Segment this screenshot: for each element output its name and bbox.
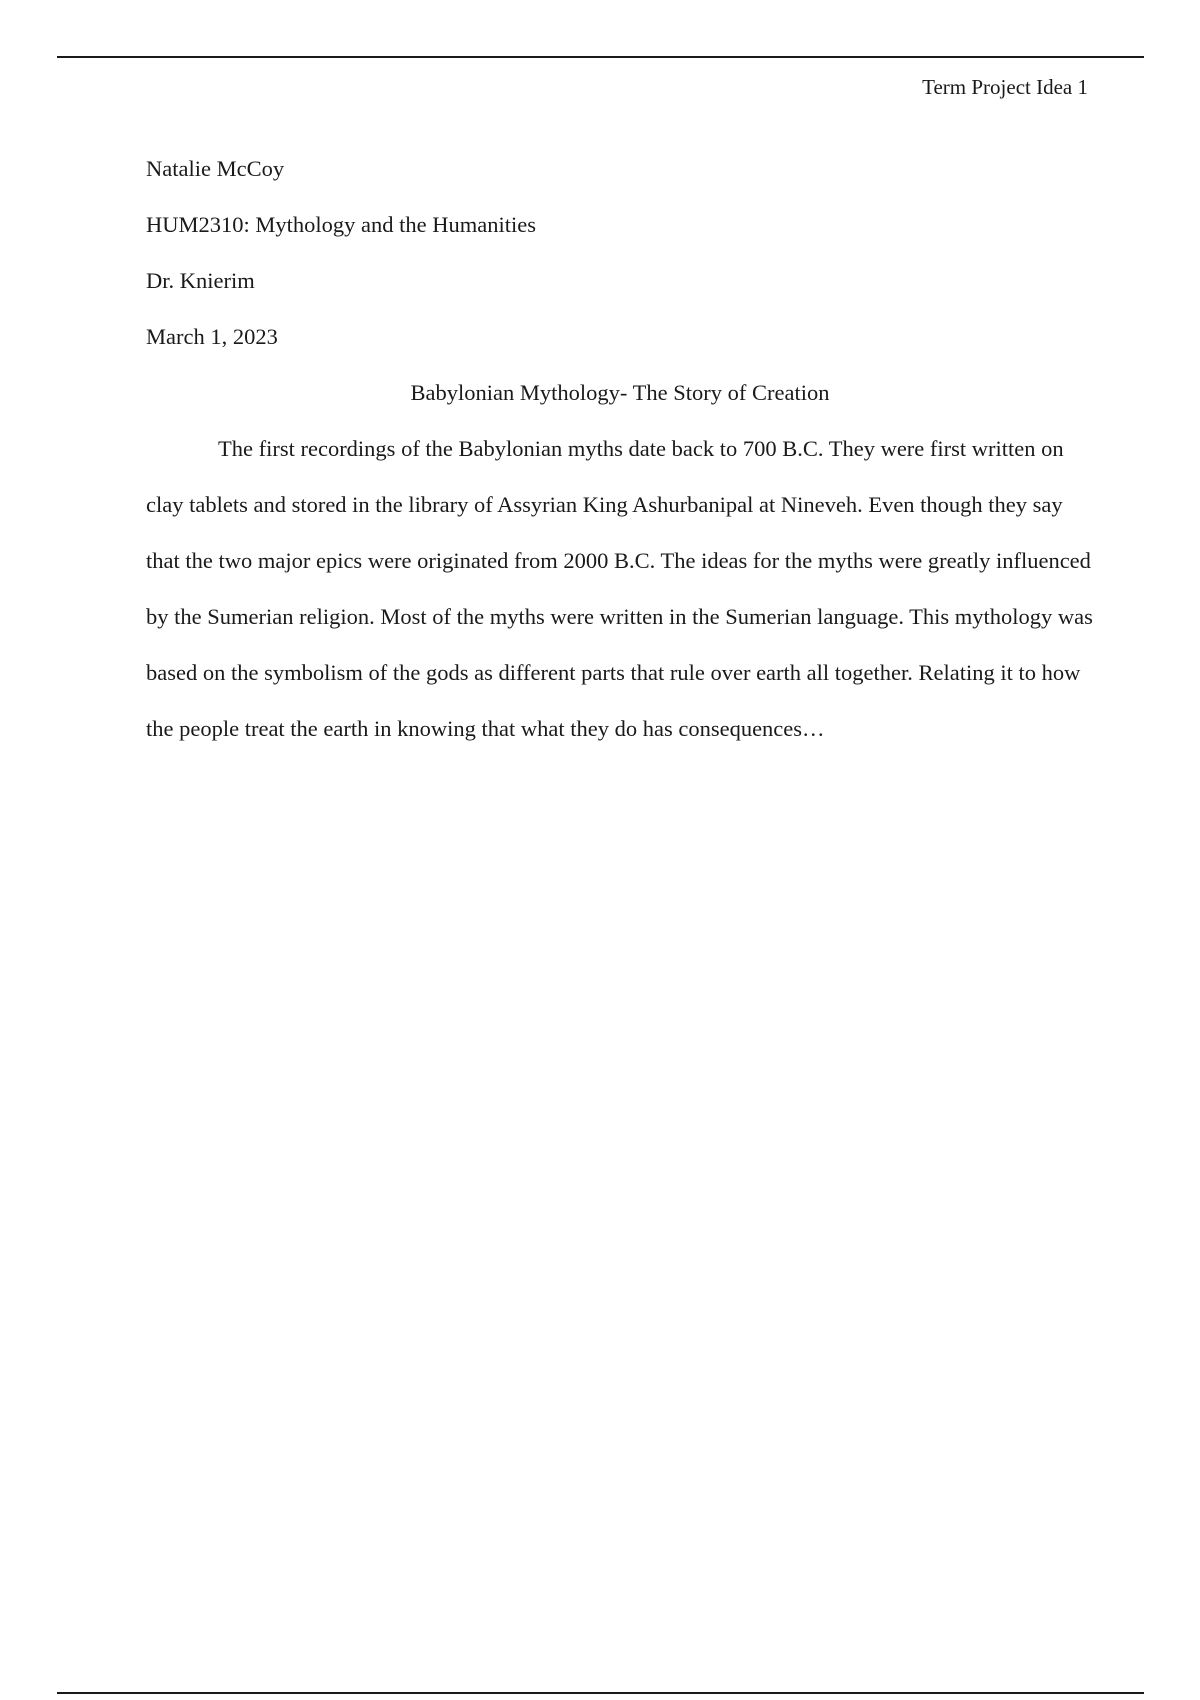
running-head: Term Project Idea 1: [922, 75, 1088, 99]
paper-date: March 1, 2023: [146, 324, 278, 349]
page-content: [146, 141, 1094, 757]
student-name: Natalie McCoy: [146, 156, 285, 181]
course-name: HUM2310: Mythology and the Humanities: [146, 212, 536, 237]
page-top-rule: [57, 56, 1144, 58]
paper-title: Babylonian Mythology- The Story of Creation: [410, 380, 830, 405]
body-paragraph: The first recordings of the Babylonian myths date back to 700 B.C. They were first written on clay tablets and stored in the library of Assyrian King Ashurbanipal at Nineveh. Even though they say that the two major epics were originated from 2000 B.C. The ideas for the myths were greatly influenced by the Sumerian religion. Most of the myths were written in the Sumerian language. This mythology was based on the symbolism of the gods as different parts that rule over earth all together. Relating it to how the people treat the earth in knowing that what they do has consequences…: [146, 436, 1093, 741]
instructor-name: Dr. Knierim: [146, 268, 255, 293]
page-bottom-rule: [57, 1692, 1144, 1694]
